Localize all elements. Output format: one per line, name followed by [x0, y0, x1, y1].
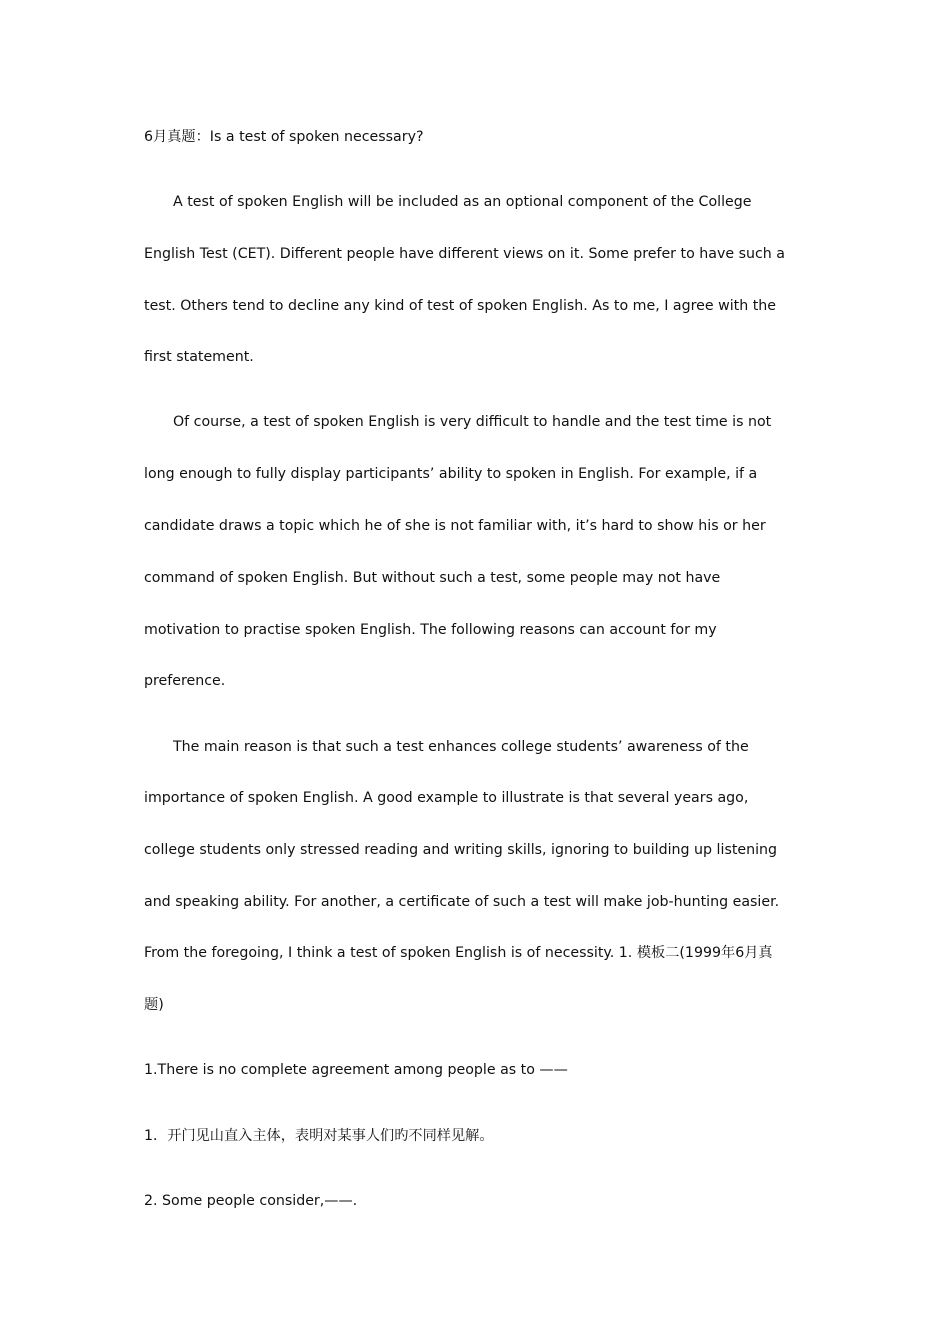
paragraph-2-line-3: candidate draws a topic which he of she is not familiar with, it’s hard to show his or her [144, 518, 766, 534]
paragraph-1-line-1: A test of spoken English will be included as an optional component of the College [173, 194, 752, 210]
template-item-1-note: 1．开门见山直入主体，表明对某事人们旳不同样见解。 [144, 1128, 494, 1144]
paragraph-3-line-3: college students only stressed reading and writing skills, ignoring to building up listening [144, 842, 778, 858]
paragraph-3-line-6: 题) [144, 997, 164, 1013]
paragraph-1-line-3: test. Others tend to decline any kind of test of spoken English. As to me, I agree with the [144, 298, 777, 314]
template-item-1: 1.There is no complete agreement among people as to —— [144, 1062, 568, 1078]
paragraph-2-line-4: command of spoken English. But without such a test, some people may not have [144, 570, 721, 586]
paragraph-1-line-2: English Test (CET). Different people have different views on it. Some prefer to have such a [144, 246, 785, 262]
paragraph-2-line-2: long enough to fully display participants’ ability to spoken in English. For example, if a [144, 466, 758, 482]
paragraph-2-line-1: Of course, a test of spoken English is very difficult to handle and the test time is not [173, 414, 772, 430]
paragraph-1-line-4: first statement. [144, 349, 254, 365]
template-item-2: 2. Some people consider,——. [144, 1193, 358, 1209]
paragraph-2-line-5: motivation to practise spoken English. The following reasons can account for my [144, 622, 717, 638]
page-heading: 6月真题：Is a test of spoken necessary? [144, 129, 424, 145]
paragraph-3-line-1: The main reason is that such a test enhances college students’ awareness of the [173, 739, 749, 755]
paragraph-3-line-2: importance of spoken English. A good example to illustrate is that several years ago, [144, 790, 749, 806]
paragraph-2-line-6: preference. [144, 673, 226, 689]
paragraph-3-line-4: and speaking ability. For another, a certificate of such a test will make job-hunting easier. [144, 894, 780, 910]
paragraph-3-line-5: From the foregoing, I think a test of spoken English is of necessity. 1. 模板二(1999年6月真 [144, 945, 773, 961]
